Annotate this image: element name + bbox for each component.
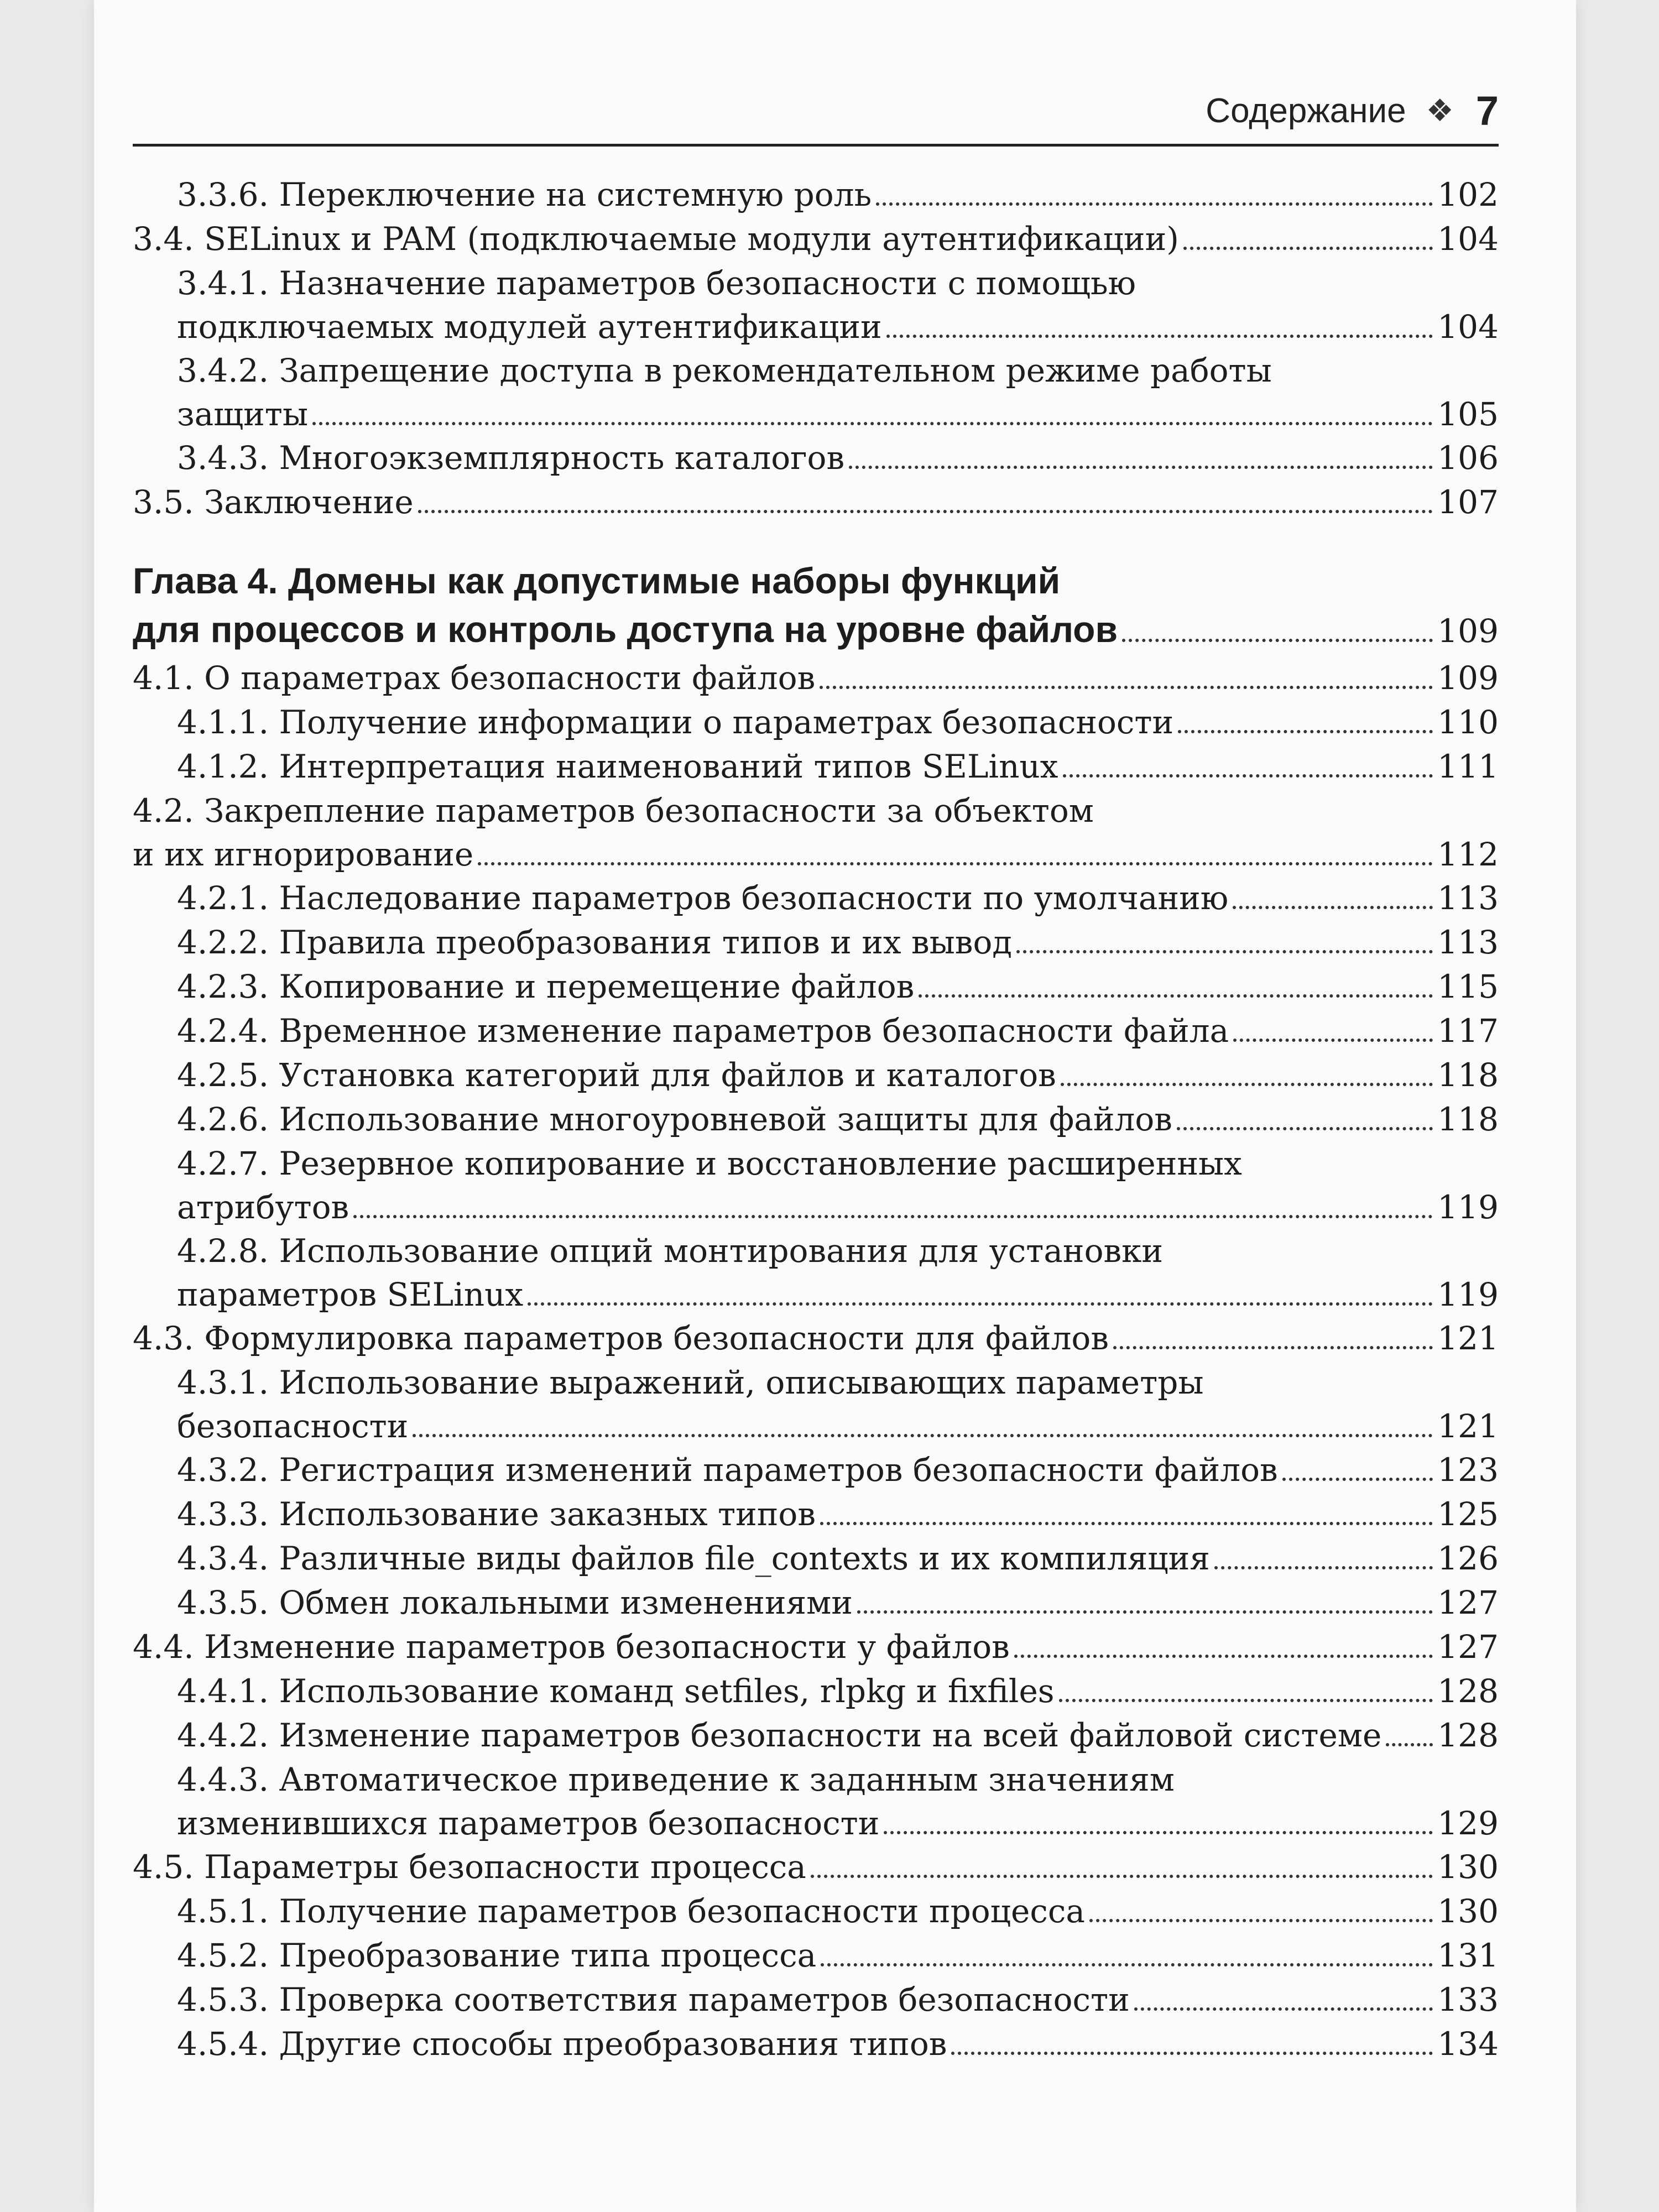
toc-page-number: 123 — [1437, 1451, 1499, 1489]
toc-page-number: 107 — [1437, 483, 1499, 521]
toc-entry-title: 4.1. О параметрах безопасности файлов — [133, 659, 816, 697]
toc-entry-line — [177, 1536, 1499, 1580]
toc-entry — [133, 1845, 1499, 1889]
toc-entry-title: 4.3.4. Различные виды файлов file_contexts и их компиляция — [177, 1540, 1210, 1577]
dot-leader — [821, 1963, 1433, 1966]
toc-entry-line — [133, 833, 1499, 876]
toc-entry — [133, 436, 1499, 480]
toc-entry-line — [177, 1141, 1499, 1186]
toc-entry-line — [177, 700, 1499, 744]
toc-page-number: 104 — [1437, 308, 1499, 346]
dot-leader — [1214, 1566, 1433, 1569]
toc-entry — [133, 1009, 1499, 1053]
dot-leader — [919, 994, 1433, 998]
dot-leader — [1059, 1699, 1433, 1702]
toc-entry-title: 4.2.8. Использование опций монтирования для установки — [177, 1232, 1164, 1270]
toc-entry — [133, 1492, 1499, 1536]
dot-leader — [1178, 730, 1433, 733]
toc-entry — [133, 173, 1499, 217]
toc-entry-line — [177, 1053, 1499, 1097]
toc-entry-title: 4.4. Изменение параметров безопасности у файлов — [133, 1628, 1010, 1666]
toc-entry-line — [177, 173, 1499, 217]
dot-leader — [1386, 1743, 1433, 1746]
toc-entry — [133, 1229, 1499, 1316]
toc-page-number: 118 — [1437, 1100, 1499, 1138]
dot-leader — [820, 1522, 1433, 1525]
toc-entry-title: 4.5.2. Преобразование типа процесса — [177, 1937, 817, 1974]
toc-entry-line — [177, 1580, 1499, 1625]
toc-page-number: 105 — [1437, 395, 1499, 433]
dot-leader — [1122, 639, 1433, 642]
dot-leader — [1177, 1127, 1433, 1130]
dot-leader — [353, 1215, 1433, 1218]
toc-entry-title: 4.3.1. Использование выражений, описывающих параметры — [177, 1364, 1204, 1401]
toc-entry — [133, 217, 1499, 261]
toc-page-number: 113 — [1437, 879, 1499, 917]
toc-entry-line — [177, 1405, 1499, 1448]
toc-entry-line — [177, 920, 1499, 964]
toc-page-number: 109 — [1437, 659, 1499, 697]
toc-page-number: 133 — [1437, 1981, 1499, 2018]
toc-page-number: 130 — [1437, 1848, 1499, 1886]
toc-entry — [133, 1536, 1499, 1580]
dot-leader — [1134, 2007, 1433, 2011]
toc-entry — [133, 1141, 1499, 1229]
toc-entry-line — [177, 1669, 1499, 1713]
dot-leader — [528, 1302, 1433, 1306]
toc-page-number: 117 — [1437, 1012, 1499, 1050]
toc-entry-title: атрибутов — [177, 1188, 349, 1226]
toc-entry — [133, 1625, 1499, 1669]
toc-entry-line — [177, 393, 1499, 436]
toc-entry-title: 4.5. Параметры безопасности процесса — [133, 1848, 806, 1886]
toc-page-number: 134 — [1437, 2025, 1499, 2063]
toc-page-number: 126 — [1437, 1540, 1499, 1577]
toc-entry-line — [177, 1229, 1499, 1273]
toc-entry-line — [133, 1316, 1499, 1360]
running-head — [133, 77, 1499, 147]
toc-entry-title: 4.4.1. Использование команд setfiles, rlpkg и fixfiles — [177, 1672, 1055, 1710]
toc-entry-title: 4.3.5. Обмен локальными изменениями — [177, 1584, 853, 1621]
toc-entry-title: Глава 4. Домены как допустимые наборы функций — [133, 560, 1061, 601]
toc-entry-line — [177, 1978, 1499, 2022]
toc-page-number: 104 — [1437, 220, 1499, 258]
toc-entry-line — [177, 1933, 1499, 1978]
toc-entry — [133, 480, 1499, 524]
toc-entry-line — [177, 964, 1499, 1009]
dot-leader — [1233, 906, 1433, 909]
dot-leader — [312, 422, 1433, 425]
toc-page-number: 129 — [1437, 1804, 1499, 1842]
toc-entry-title: 4.2.3. Копирование и перемещение файлов — [177, 968, 915, 1005]
toc-page-number: 125 — [1437, 1495, 1499, 1533]
toc-entry-title: 4.2.2. Правила преобразования типов и их вывод — [177, 924, 1013, 961]
table-of-contents — [133, 173, 1499, 2066]
toc-entry-title: 3.4.1. Назначение параметров безопасности с помощью — [177, 264, 1136, 302]
toc-entry-title: 4.5.1. Получение параметров безопасности процесса — [177, 1892, 1085, 1930]
toc-page-number: 110 — [1437, 703, 1499, 741]
toc-entry-title: безопасности — [177, 1407, 409, 1445]
toc-entry-title: 4.5.3. Проверка соответствия параметров безопасности — [177, 1981, 1130, 2018]
toc-entry-line — [177, 1713, 1499, 1757]
toc-page-number: 113 — [1437, 924, 1499, 961]
toc-entry — [133, 1316, 1499, 1360]
toc-entry-title: для процессов и контроль доступа на уровне файлов — [133, 609, 1118, 650]
toc-entry — [133, 1757, 1499, 1845]
toc-entry — [133, 348, 1499, 436]
toc-entry-title: 4.3.2. Регистрация изменений параметров безопасности файлов — [177, 1451, 1278, 1489]
toc-page-number: 127 — [1437, 1628, 1499, 1666]
toc-entry-title: 4.2.5. Установка категорий для файлов и каталогов — [177, 1056, 1056, 1094]
toc-entry-line — [177, 1757, 1499, 1802]
dot-leader — [1113, 1346, 1433, 1349]
toc-entry — [133, 1580, 1499, 1625]
toc-entry-title: изменившихся параметров безопасности — [177, 1804, 880, 1842]
toc-entry — [133, 964, 1499, 1009]
toc-entry-line — [133, 1625, 1499, 1669]
dot-leader — [1089, 1919, 1433, 1922]
toc-entry — [133, 1933, 1499, 1978]
dot-leader — [413, 1434, 1433, 1437]
toc-entry-line — [177, 876, 1499, 920]
ornament-icon: ❖ — [1426, 93, 1454, 128]
toc-entry — [133, 1360, 1499, 1448]
toc-page-number: 128 — [1437, 1717, 1499, 1754]
toc-entry — [133, 876, 1499, 920]
toc-chapter-entry — [133, 556, 1499, 654]
dot-leader — [1061, 1083, 1433, 1086]
dot-leader — [820, 686, 1433, 689]
toc-entry — [133, 1713, 1499, 1757]
toc-entry-title: 4.2.7. Резервное копирование и восстановление расширенных — [177, 1145, 1242, 1182]
dot-leader — [857, 1610, 1433, 1614]
dot-leader — [1063, 774, 1433, 778]
toc-entry-line — [177, 1273, 1499, 1316]
toc-entry-title: 4.1.1. Получение информации о параметрах безопасности — [177, 703, 1174, 741]
toc-entry-line — [177, 1802, 1499, 1845]
toc-entry-title: параметров SELinux — [177, 1276, 524, 1313]
toc-entry-title: 3.4.2. Запрещение доступа в рекомендательном режиме работы — [177, 352, 1272, 389]
toc-entry — [133, 1053, 1499, 1097]
toc-page-number: 128 — [1437, 1672, 1499, 1710]
toc-page-number: 121 — [1437, 1407, 1499, 1445]
toc-entry-title: 4.3.3. Использование заказных типов — [177, 1495, 816, 1533]
toc-page-number: 111 — [1437, 748, 1499, 785]
toc-entry-title: 4.3. Формулировка параметров безопасности для файлов — [133, 1319, 1109, 1357]
toc-entry-title: 4.4.3. Автоматическое приведение к заданным значениям — [177, 1761, 1175, 1798]
toc-entry — [133, 1978, 1499, 2022]
toc-entry-title: 4.2. Закрепление параметров безопасности за объектом — [133, 792, 1094, 830]
toc-page-number: 112 — [1437, 836, 1499, 873]
toc-entry — [133, 261, 1499, 348]
toc-entry — [133, 700, 1499, 744]
toc-entry-title: подключаемых модулей аутентификации — [177, 308, 882, 346]
toc-entry-line — [177, 1448, 1499, 1492]
toc-entry-line — [177, 1186, 1499, 1229]
toc-entry-line — [177, 744, 1499, 789]
toc-page-number: 102 — [1437, 176, 1499, 213]
toc-page-number: 106 — [1437, 439, 1499, 477]
toc-entry-title: 3.4. SELinux и PAM (подключаемые модули аутентификации) — [133, 220, 1179, 258]
running-head-section: Содержание — [1206, 91, 1406, 130]
toc-entry-line — [133, 217, 1499, 261]
toc-entry-line — [177, 305, 1499, 348]
toc-entry-line — [177, 1492, 1499, 1536]
toc-entry-title: 4.1.2. Интерпретация наименований типов SELinux — [177, 748, 1058, 785]
toc-entry-line — [133, 1845, 1499, 1889]
dot-leader — [1282, 1478, 1433, 1481]
toc-entry — [133, 1448, 1499, 1492]
toc-entry-line — [177, 1097, 1499, 1141]
toc-entry — [133, 2022, 1499, 2066]
toc-entry-line — [177, 1360, 1499, 1405]
toc-entry-title: 3.3.6. Переключение на системную роль — [177, 176, 872, 213]
toc-page-number: 119 — [1437, 1276, 1499, 1313]
dot-leader — [886, 335, 1433, 338]
dot-leader — [1014, 1655, 1433, 1658]
toc-entry-line — [133, 556, 1499, 605]
dot-leader — [418, 510, 1433, 513]
toc-entry-line — [177, 1889, 1499, 1933]
toc-entry — [133, 920, 1499, 964]
toc-entry — [133, 1889, 1499, 1933]
dot-leader — [884, 1831, 1433, 1834]
toc-entry-title: 4.2.4. Временное изменение параметров безопасности файла — [177, 1012, 1229, 1050]
toc-entry-line — [133, 480, 1499, 524]
toc-entry-line — [177, 348, 1499, 393]
toc-page-number: 118 — [1437, 1056, 1499, 1094]
page-number: 7 — [1475, 87, 1499, 134]
book-page — [94, 0, 1576, 2212]
toc-page-number: 127 — [1437, 1584, 1499, 1621]
toc-entry-line — [133, 656, 1499, 700]
toc-page-number: 119 — [1437, 1188, 1499, 1226]
toc-page-number: 121 — [1437, 1319, 1499, 1357]
dot-leader — [951, 2052, 1433, 2055]
dot-leader — [1233, 1039, 1433, 1042]
toc-entry — [133, 744, 1499, 789]
toc-entry-title: 4.4.2. Изменение параметров безопасности на всей файловой системе — [177, 1717, 1382, 1754]
toc-page-number: 131 — [1437, 1937, 1499, 1974]
toc-entry-title: 3.5. Заключение — [133, 483, 414, 521]
toc-entry-line — [133, 789, 1499, 833]
toc-entry — [133, 1097, 1499, 1141]
toc-entry-title: защиты — [177, 395, 309, 433]
dot-leader — [811, 1875, 1433, 1878]
toc-entry-line — [177, 1009, 1499, 1053]
dot-leader — [849, 466, 1433, 469]
toc-page-number: 109 — [1437, 612, 1499, 650]
toc-entry-title: 4.2.1. Наследование параметров безопасности по умолчанию — [177, 879, 1229, 917]
dot-leader — [876, 202, 1433, 206]
dot-leader — [1016, 950, 1433, 953]
toc-entry-title: и их игнорирование — [133, 836, 474, 873]
toc-entry-line — [177, 436, 1499, 480]
toc-entry — [133, 656, 1499, 700]
toc-entry-title: 3.4.3. Многоэкземплярность каталогов — [177, 439, 845, 477]
toc-entry — [133, 789, 1499, 876]
toc-entry — [133, 1669, 1499, 1713]
toc-entry-title: 4.5.4. Другие способы преобразования типов — [177, 2025, 947, 2063]
toc-page-number: 115 — [1437, 968, 1499, 1005]
dot-leader — [1183, 247, 1433, 250]
toc-entry-line — [177, 2022, 1499, 2066]
toc-entry-title: 4.2.6. Использование многоуровневой защиты для файлов — [177, 1100, 1172, 1138]
toc-entry-line — [177, 261, 1499, 305]
toc-entry-line — [133, 605, 1499, 654]
dot-leader — [478, 862, 1433, 865]
toc-page-number: 130 — [1437, 1892, 1499, 1930]
